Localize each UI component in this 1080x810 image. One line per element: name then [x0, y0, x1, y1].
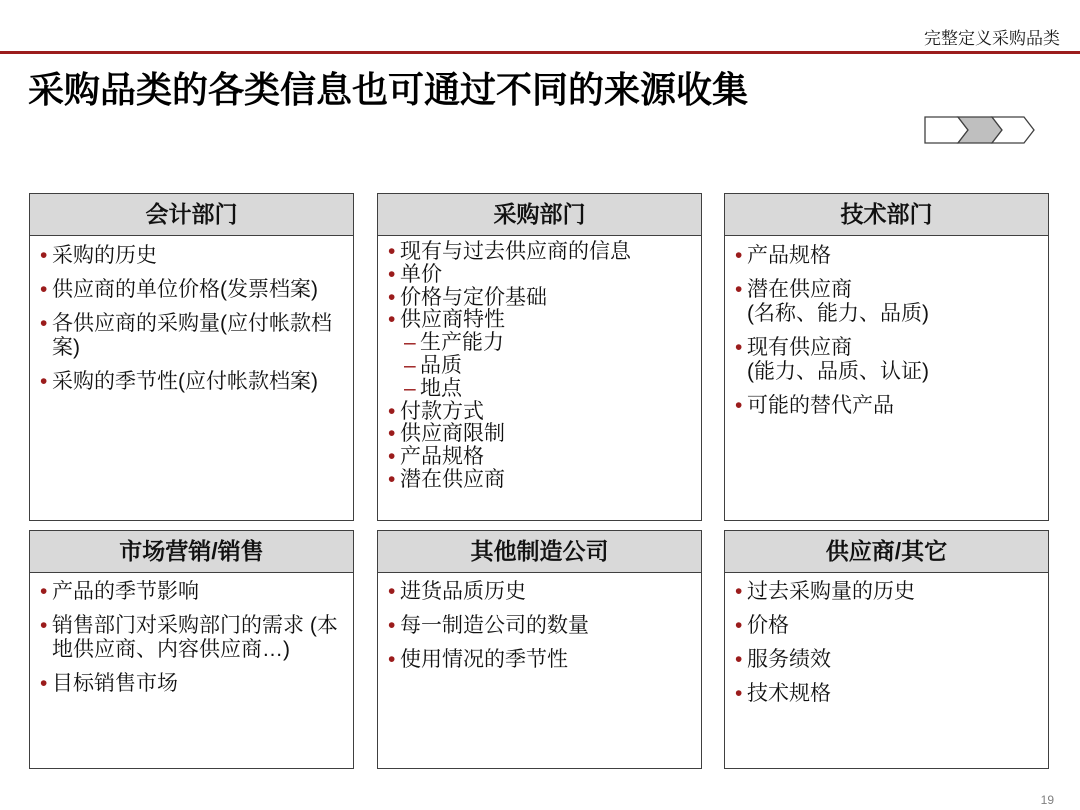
- bullet-marker: •: [735, 244, 743, 267]
- list-item: [735, 580, 1042, 604]
- list-item: [40, 614, 347, 662]
- list-item: [388, 241, 695, 264]
- bullet-marker: •: [735, 682, 743, 705]
- source-box-marketing-sales: [29, 530, 354, 769]
- list-item-text: 现有与过去供应商的信息: [400, 240, 631, 263]
- bullet-marker: •: [40, 370, 48, 393]
- page-number: 19: [1040, 793, 1054, 807]
- progress-chevron-icon: [924, 116, 1036, 144]
- list-item: [388, 614, 695, 638]
- dash-marker: –: [404, 353, 416, 377]
- slide-title: 采购品类的各类信息也可通过不同的来源收集: [28, 69, 749, 110]
- bullet-marker: •: [388, 399, 396, 423]
- list-item-text: 销售部门对采购部门的需求 (本地供应商、内容供应商…): [52, 614, 338, 661]
- list-item-text: 每一制造公司的数量: [400, 614, 589, 637]
- header-divider: [0, 51, 1080, 54]
- section-label: 完整定义采购品类: [924, 29, 1060, 48]
- info-list: [725, 236, 1048, 418]
- bullet-marker: •: [388, 648, 396, 671]
- list-item: [40, 312, 347, 360]
- info-list: [30, 573, 353, 696]
- list-item: [388, 469, 695, 492]
- list-item-text: 价格与定价基础: [400, 285, 547, 309]
- bullet-marker: •: [388, 308, 396, 332]
- bullet-marker: •: [388, 422, 396, 446]
- list-item: [388, 264, 695, 287]
- list-item: [735, 278, 1042, 326]
- source-box-title: 其他制造公司: [378, 531, 701, 573]
- list-item: [388, 309, 695, 400]
- dash-marker: –: [404, 331, 416, 355]
- list-item-text: 服务绩效: [747, 648, 831, 671]
- list-item-text: 价格: [747, 614, 789, 637]
- bullet-marker: •: [40, 244, 48, 267]
- bullet-marker: •: [40, 672, 48, 695]
- list-item: [40, 370, 347, 394]
- list-item: [388, 401, 695, 424]
- list-item-text: 技术规格: [747, 682, 831, 705]
- list-item-text: 付款方式: [400, 399, 484, 423]
- list-item-text: 过去采购量的历史: [747, 580, 915, 603]
- sub-list-item-text: 地点: [420, 376, 462, 400]
- list-item: [735, 614, 1042, 638]
- source-box-engineering: [724, 193, 1049, 521]
- list-item-text: 供应商限制: [400, 422, 505, 446]
- bullet-marker: •: [388, 580, 396, 603]
- list-item: [735, 244, 1042, 268]
- list-item: [388, 648, 695, 672]
- bullet-marker: •: [40, 614, 48, 637]
- list-item-text: 产品规格: [747, 244, 831, 267]
- list-item: [388, 423, 695, 446]
- sub-list: [400, 332, 692, 400]
- bullet-marker: •: [735, 336, 743, 359]
- bullet-marker: •: [40, 580, 48, 603]
- list-item-text: 使用情况的季节性: [400, 648, 568, 671]
- list-item-text: 可能的替代产品: [747, 394, 894, 417]
- bullet-marker: •: [735, 278, 743, 301]
- bullet-marker: •: [40, 278, 48, 301]
- list-item: [40, 672, 347, 696]
- list-item: [735, 682, 1042, 706]
- list-item-text: 供应商特性: [400, 308, 505, 332]
- list-item: [40, 580, 347, 604]
- bullet-marker: •: [388, 467, 396, 491]
- source-box-title: 会计部门: [30, 194, 353, 236]
- list-item-text: 潜在供应商 (名称、能力、品质): [747, 278, 929, 325]
- sub-list-item-text: 生产能力: [420, 331, 504, 355]
- bullet-marker: •: [735, 614, 743, 637]
- bullet-marker: •: [388, 445, 396, 469]
- list-item: [735, 336, 1042, 384]
- list-item-text: 单价: [400, 262, 442, 286]
- list-item-text: 采购的季节性(应付帐款档案): [52, 370, 318, 393]
- list-item-text: 各供应商的采购量(应付帐款档案): [52, 312, 332, 359]
- source-box-title: 供应商/其它: [725, 531, 1048, 573]
- info-list: [378, 236, 701, 492]
- bullet-marker: •: [735, 394, 743, 417]
- list-item-text: 潜在供应商: [400, 467, 505, 491]
- list-item: [40, 244, 347, 268]
- source-box-title: 采购部门: [378, 194, 701, 236]
- info-list: [30, 236, 353, 394]
- source-box-title: 市场营销/销售: [30, 531, 353, 573]
- list-item-text: 产品的季节影响: [52, 580, 199, 603]
- sub-list-item-text: 品质: [420, 353, 462, 377]
- list-item-text: 进货品质历史: [400, 580, 526, 603]
- sub-list-item: [404, 332, 692, 355]
- bullet-marker: •: [388, 240, 396, 263]
- list-item: [735, 648, 1042, 672]
- list-item-text: 目标销售市场: [52, 672, 178, 695]
- list-item-text: 采购的历史: [52, 244, 157, 267]
- bullet-marker: •: [735, 580, 743, 603]
- info-list: [378, 573, 701, 672]
- list-item: [40, 278, 347, 302]
- bullet-marker: •: [735, 648, 743, 671]
- list-item-text: 产品规格: [400, 445, 484, 469]
- bullet-marker: •: [388, 285, 396, 309]
- sub-list-item: [404, 355, 692, 378]
- dash-marker: –: [404, 376, 416, 400]
- list-item-body: [400, 309, 692, 400]
- list-item: [735, 394, 1042, 418]
- sub-list-item: [404, 378, 692, 401]
- bullet-marker: •: [40, 312, 48, 335]
- list-item: [388, 287, 695, 310]
- bullet-marker: •: [388, 614, 396, 637]
- list-item: [388, 446, 695, 469]
- list-item: [388, 580, 695, 604]
- source-box-purchasing: [377, 193, 702, 521]
- list-item-text: 供应商的单位价格(发票档案): [52, 278, 318, 301]
- source-box-suppliers-other: [724, 530, 1049, 769]
- info-list: [725, 573, 1048, 706]
- list-item-text: 现有供应商 (能力、品质、认证): [747, 336, 929, 383]
- source-box-accounting: [29, 193, 354, 521]
- bullet-marker: •: [388, 262, 396, 286]
- source-box-title: 技术部门: [725, 194, 1048, 236]
- source-box-other-manufacturers: [377, 530, 702, 769]
